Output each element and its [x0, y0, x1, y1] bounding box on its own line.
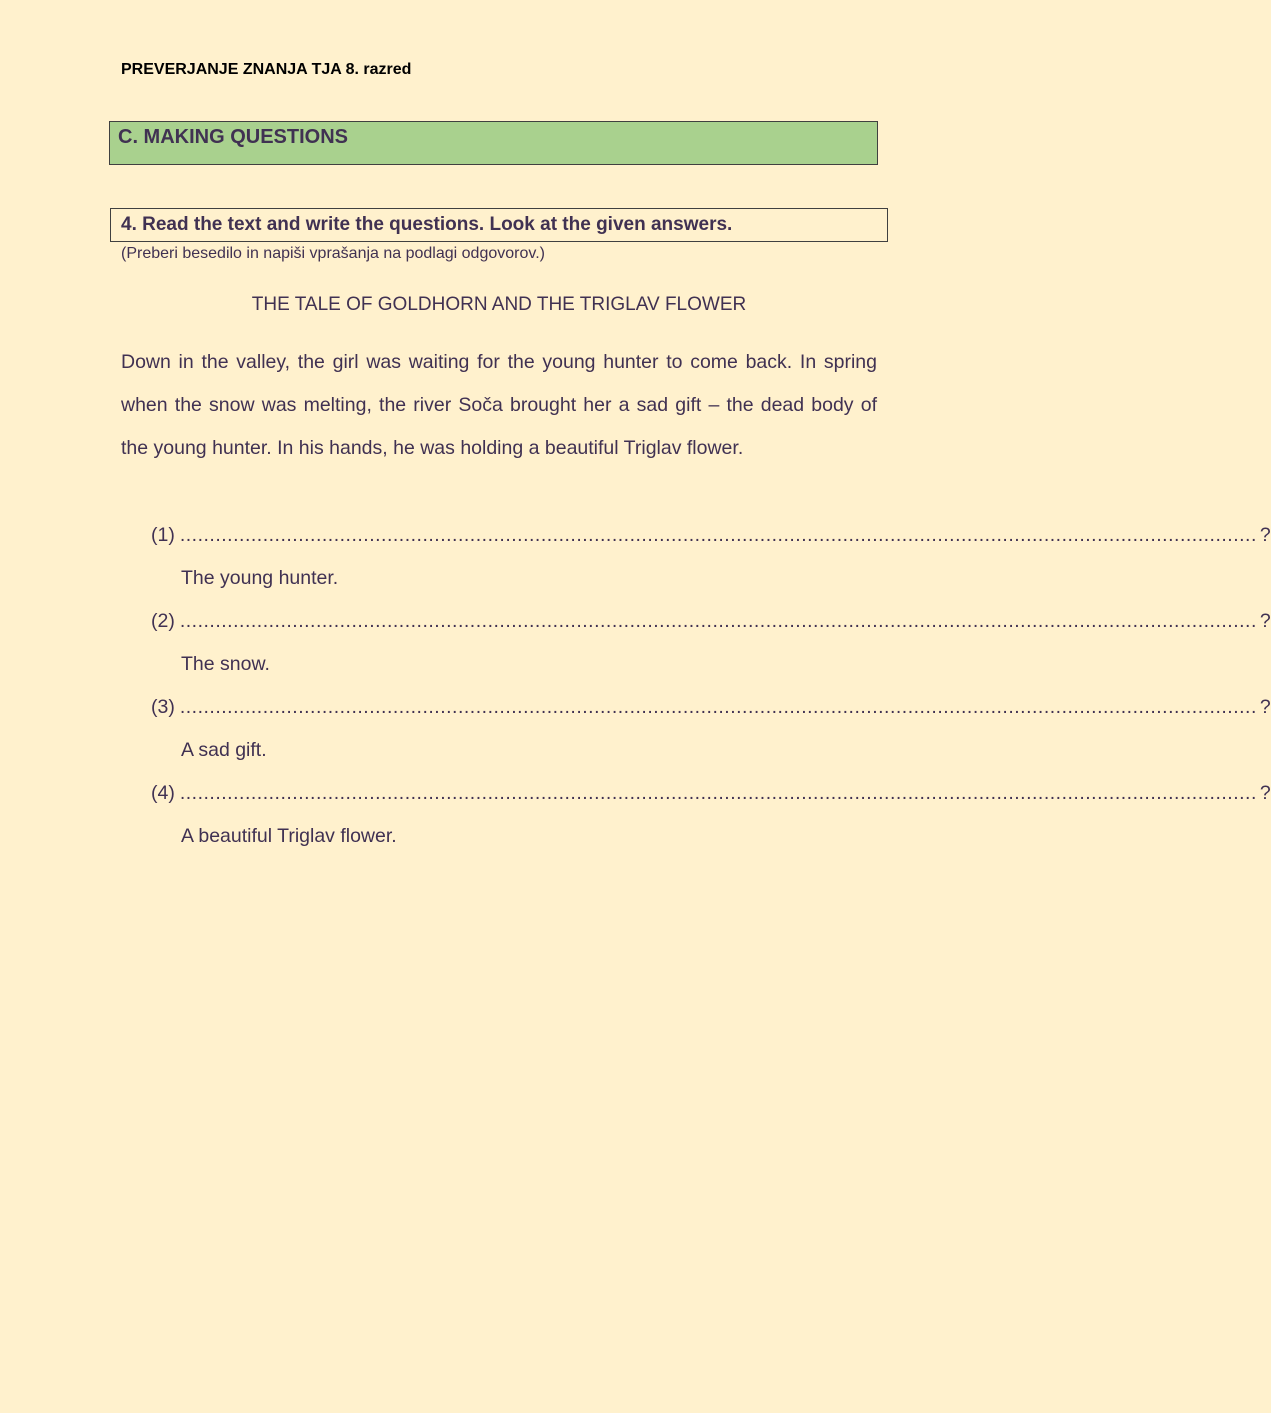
- task-instruction-box: [110, 208, 888, 242]
- given-answer: The snow.: [181, 653, 270, 675]
- question-number: (4): [151, 782, 175, 804]
- section-heading-box: [109, 121, 878, 165]
- question-2-line[interactable]: [151, 600, 1271, 643]
- question-mark: ?: [1259, 610, 1271, 632]
- story-text: Down in the valley, the girl was waiting for the young hunter to come back. In spring when the snow was melting, the river Soča brought her a sad gift – the dead body of the young hunter. In his hands, he was holding a beautiful Triglav flower.: [121, 351, 877, 459]
- answer-blank-dots[interactable]: ......................................................................................................................................................................................: [179, 782, 1257, 804]
- task-subtitle: (Preberi besedilo in napiši vprašanja na podlagi odgovorov.): [121, 245, 545, 262]
- question-number: (2): [151, 610, 175, 632]
- section-title: C. MAKING QUESTIONS: [118, 126, 349, 148]
- question-4-line[interactable]: [151, 772, 1271, 815]
- question-mark: ?: [1259, 696, 1271, 718]
- answer-blank-dots[interactable]: ......................................................................................................................................................................................: [179, 524, 1257, 546]
- given-answer: A sad gift.: [181, 739, 267, 761]
- answer-blank-dots[interactable]: ......................................................................................................................................................................................: [179, 610, 1257, 632]
- question-3-line[interactable]: [151, 686, 1271, 729]
- answer-blank-dots[interactable]: ......................................................................................................................................................................................: [179, 696, 1257, 718]
- question-number: (3): [151, 696, 175, 718]
- question-number: (1): [151, 524, 175, 546]
- given-answer: A beautiful Triglav flower.: [181, 825, 397, 847]
- page-header: PREVERJANJE ZNANJA TJA 8. razred: [121, 61, 412, 78]
- story-title: THE TALE OF GOLDHORN AND THE TRIGLAV FLOWER: [251, 294, 747, 315]
- question-1-line[interactable]: [151, 514, 1271, 557]
- question-answer-list: [151, 514, 1271, 858]
- question-mark: ?: [1259, 524, 1271, 546]
- question-mark: ?: [1259, 782, 1271, 804]
- given-answer: The young hunter.: [181, 567, 339, 589]
- task-title: 4. Read the text and write the questions. Look at the given answers.: [121, 214, 733, 235]
